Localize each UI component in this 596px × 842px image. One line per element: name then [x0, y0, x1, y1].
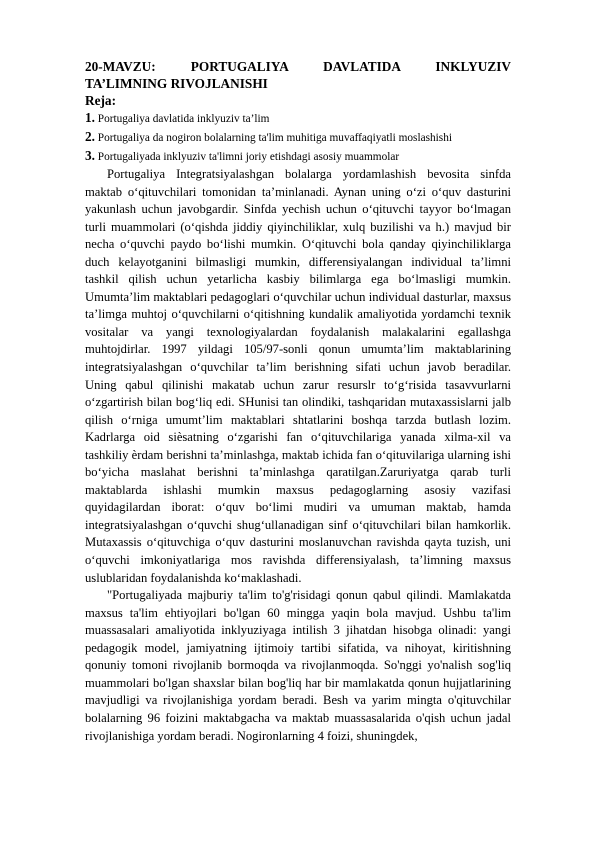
plan-item-1 — [85, 109, 511, 128]
document-page — [85, 58, 511, 745]
plan-item-number: 1. — [85, 110, 95, 125]
document-title-line1: 20-MAVZU: PORTUGALIYA DAVLATIDA INKLYUZIV — [85, 59, 511, 74]
document-title-line2: TA’LIMNING RIVOJLANISHI — [85, 76, 268, 91]
plan-item-text: Portugaliya da nogiron bolalarning ta'lim muhitiga muvaffaqiyatli moslashishi — [94, 132, 452, 144]
body-paragraph-1: Portugaliya Integratsiyalashgan bolalarga yordamlashish bevosita sinfda maktab o‘qituvchilari tomonidan ta’minlanadi. Aynan uning o‘zi o‘quv dasturini yakunlash uchun javobgardir. Sinfda yechish uchun o‘qituvchi tayyor bo‘lmagan turli muammolari (o‘qishda jiddiy qiyinchiliklar, xulq buzilishi va h.) mavjud bir necha o‘quvchi paydo bo‘lishi mumkin. O‘qituvchi bola qanday qiyinchiliklarga duch kelayotganini bilmasligi mumkin, differensiyalangan individual ta’limni tashkil qilish uchun yetarlicha kasbiy bilimlarga ega bo‘lmasligi mumkin. Umumta’lim maktablari pedagoglari o‘quvchilar uchun individual dasturlar, maxsus ta’limga muhtoj o‘quvchilarni o‘qitishning kundalik amaliyotida yordamchi texnik vositalar va yangi texnologiyalardan foydalanish malakalarini egallashga muhtojdirlar. 1997 yildagi 105/97-sonli qonun umumta’lim maktablarining integratsiyalashgan o‘quvchilar ta’lim berishning sifati uchun javob beradilar. Uning qabul qilinishi makatab uchun zarur resurslr to‘g‘risida tasavvurlarni o‘zgartirish bilan bog‘liq edi. SHunisi tan olindiki, tashqaridan mutaxassislarni jalb qilish o‘rniga umumt’lim maktablari shtatlarini boshqa tarzda butlash lozim. Kadrlarga oid siѐsatning o‘zgarishi fan o‘qituvchilariga yanada xilma-xil va tashkiliy ѐrdam berishni ta’minlashga, maktab ichida fan o‘qituvilariga ularning ishi bo‘yicha maslahat berishni ta’minlashga qaratilgan.Zaruriyatga qarab turli maktablarda ishlashi mumkin maxsus pedagoglarning asosiy vazifasi quyidagilardan iborat: o‘quv bo‘limi mudiri va umuman maktab, hamda integratsiyalashgan o‘quvchi shug‘ullanadigan sinf o‘qituvchilari bilan hamkorlik. Mutaxassis o‘qituvchiga o‘quv dasturini moslanuvchan ravishda qayta tuzish, uni o‘quvchi imkoniyatlariga mos ravishda differensiyalash, ta’limning maxsus uslublaridan foydalanishda ko‘maklashadi. — [85, 167, 511, 585]
plan-item-3 — [85, 147, 511, 166]
plan-item-text: Portugaliya davlatida inklyuziv ta’lim — [94, 113, 270, 125]
plan-item-number: 2. — [85, 129, 95, 144]
plan-item-text: Portugaliyada inklyuziv ta'limni joriy etishdagi asosiy muammolar — [94, 151, 400, 163]
plan-label: Reja: — [85, 93, 117, 108]
body-paragraph-2: "Portugaliyada majburiy ta'lim to'g'risidagi qonun qabul qilindi. Mamlakatda maxsus ta'lim ehtiyojlari bo'lgan 60 mingga yaqin bola mavjud. Ushbu ta'lim muassasalari amaliyotida inklyuziyaga intilish 3 jihatdan hisobga olinadi: yangi pedagogik model, jamiyatning ijtimoiy tartibi sifatida, va nihoyat, kiritishning qonuniy tomoni rivojlanib bormoqda va rivojlanmoqda. So'nggi yo'nalish sog'liq muammolari bo'lgan shaxslar bilan bog'liq har bir mamlakatda qonun hujjatlarining mavjudligi va rivojlanishiga yordam beradi. Besh va yarim mingta o'qituvchilar bolalarning 96 foizini maktabgacha va maktab muassasalarida o'qish uchun jadal rivojlanishiga yordam beradi. Nogironlarning 4 foizi, shuningdek, — [85, 588, 511, 743]
plan-item-number: 3. — [85, 148, 95, 163]
plan-item-2 — [85, 128, 511, 147]
